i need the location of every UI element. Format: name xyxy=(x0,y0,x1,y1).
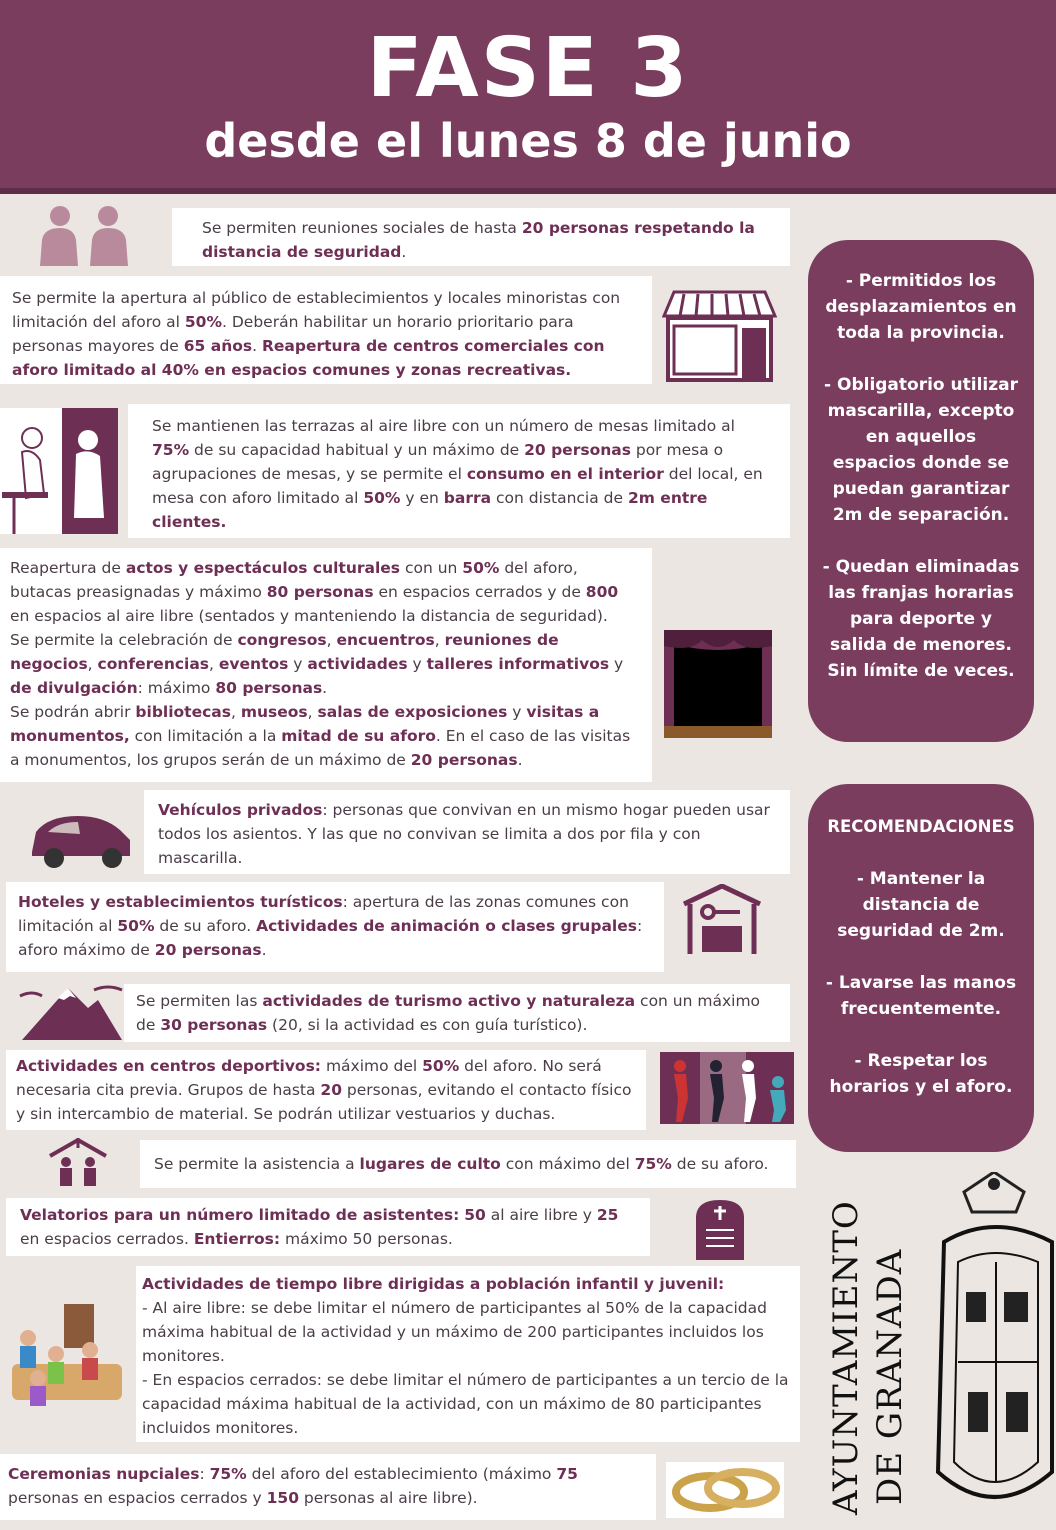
text: del aforo, butacas preasignadas y máximo xyxy=(10,559,578,601)
header-banner xyxy=(0,0,1056,194)
highlight: actividades xyxy=(307,655,408,673)
sidebar-item: - Quedan eliminadas las franjas horarias para deporte y salida de menores. Sin límite de veces. xyxy=(822,557,1020,681)
text: del local, en mesa con aforo limitado al xyxy=(152,465,763,507)
highlight: reuniones de negocios xyxy=(10,631,559,673)
text: personas, evitando el contacto físico y sin intercambio de material. Se podrán utilizar vestuarios y duchas. xyxy=(16,1081,632,1123)
text: de su aforo. xyxy=(154,917,257,935)
people-talking-icon xyxy=(30,204,138,266)
text: . En el caso de las visitas a monumentos, los grupos serán de un máximo de xyxy=(10,727,631,769)
highlight: 800 xyxy=(585,583,619,601)
highlight: de divulgación xyxy=(10,679,138,697)
hotel-key-icon xyxy=(682,884,762,956)
sports-icon xyxy=(660,1052,794,1124)
text: : personas que convivan en un mismo hogar pueden usar todos los asientos. Y las que no convivan se limita a dos por fila y con mascarilla. xyxy=(158,801,770,867)
highlight: 75% xyxy=(209,1465,247,1483)
info-box-cultura xyxy=(0,548,652,782)
car-icon xyxy=(28,800,136,872)
highlight: Actividades en centros deportivos: xyxy=(16,1057,322,1075)
text: (20, si la actividad es con guía turístico). xyxy=(267,1016,588,1034)
highlight: 20 personas xyxy=(410,751,518,769)
text: máximo 50 personas. xyxy=(280,1230,453,1248)
text: . xyxy=(401,243,407,261)
highlight: 80 personas xyxy=(266,583,374,601)
highlight: 20 personas xyxy=(154,941,262,959)
highlight: Reapertura de centros comerciales con aforo limitado al 40% en espacios comunes y zonas recreativas. xyxy=(12,337,605,379)
sidebar-measures-panel xyxy=(808,240,1034,742)
highlight: 50% xyxy=(363,489,401,507)
text: personas al aire libre). xyxy=(299,1489,478,1507)
coat-of-arms-icon xyxy=(924,1172,1056,1522)
text: Se podrán abrir xyxy=(10,703,136,721)
highlight: 20 xyxy=(320,1081,342,1099)
info-box-culto xyxy=(140,1140,796,1188)
highlight: 50% xyxy=(184,313,222,331)
text: . Deberán habilitar un horario prioritario para personas mayores de xyxy=(12,313,574,355)
highlight: encuentros xyxy=(336,631,435,649)
text: del aforo. No será necesaria cita previa. Grupos de hasta xyxy=(16,1057,602,1099)
tombstone-icon xyxy=(694,1198,746,1260)
bar-terrace-icon xyxy=(0,408,118,534)
sidebar-item: - Obligatorio utilizar mascarilla, excepto en aquellos espacios donde se puedan garantizar 2m de separación. xyxy=(824,375,1018,525)
text: con un xyxy=(400,559,463,577)
text: : apertura de las zonas comunes con limitación al xyxy=(18,893,629,935)
list-item: - Al aire libre: se debe limitar el número de participantes al 50% de la capacidad máxima habitual de la actividad y un máximo de 200 participantes incluidos los monitores. xyxy=(142,1299,767,1365)
text: . xyxy=(517,751,523,769)
page-title: FASE 3 xyxy=(366,21,690,116)
highlight: 20 personas xyxy=(524,441,631,459)
info-box-reuniones xyxy=(172,208,790,266)
highlight: 50% xyxy=(117,917,155,935)
highlight: talleres informativos xyxy=(426,655,610,673)
children-playing-icon xyxy=(4,1298,128,1408)
text: con máximo del xyxy=(500,1155,635,1173)
text: en espacios cerrados. xyxy=(20,1230,194,1248)
text: , xyxy=(326,631,337,649)
highlight: Actividades de animación o clases grupales xyxy=(256,917,637,935)
highlight: visitas a monumentos, xyxy=(10,703,600,745)
info-box-terrazas xyxy=(128,404,790,538)
text: , xyxy=(434,631,445,649)
recommendations-panel xyxy=(808,784,1034,1152)
text: por mesa o agrupaciones de mesas, y se permite el xyxy=(152,441,724,483)
highlight: 75% xyxy=(634,1155,672,1173)
text: máximo del xyxy=(321,1057,423,1075)
highlight: Velatorios para un número limitado de asistentes: xyxy=(20,1206,460,1224)
text: . xyxy=(261,941,267,959)
text: y xyxy=(407,655,427,673)
highlight: 75% xyxy=(152,441,190,459)
text: de su aforo. xyxy=(671,1155,769,1173)
text: Se permiten las xyxy=(136,992,263,1010)
highlight: bibliotecas xyxy=(135,703,231,721)
text: personas en espacios cerrados y xyxy=(8,1489,267,1507)
theater-stage-icon xyxy=(664,630,772,738)
logo-text-line2: DE GRANADA xyxy=(870,1248,910,1505)
highlight: 80 personas xyxy=(215,679,323,697)
info-box-vehiculos xyxy=(144,790,790,874)
logo-text-line1: AYUNTAMIENTO xyxy=(826,1200,866,1515)
text: y xyxy=(609,655,624,673)
text: : máximo xyxy=(137,679,216,697)
highlight: consumo en el interior xyxy=(466,465,664,483)
text: en espacios cerrados y de xyxy=(373,583,586,601)
text: , xyxy=(209,655,219,673)
highlight: salas de exposiciones xyxy=(317,703,508,721)
recommendation-item: - Mantener la distancia de seguridad de 2m. xyxy=(837,869,1005,941)
highlight: museos xyxy=(240,703,308,721)
wedding-rings-icon xyxy=(666,1462,784,1518)
highlight: Entierros: xyxy=(193,1230,281,1248)
info-box-turismo xyxy=(124,984,790,1042)
highlight: barra xyxy=(443,489,492,507)
highlight: conferencias xyxy=(97,655,210,673)
highlight: lugares de culto xyxy=(359,1155,501,1173)
mountain-icon xyxy=(18,982,126,1040)
highlight: congresos xyxy=(237,631,327,649)
page-subtitle: desde el lunes 8 de junio xyxy=(204,114,852,168)
text: y xyxy=(507,703,527,721)
info-box-nupciales xyxy=(0,1454,656,1520)
info-box-comercio xyxy=(0,276,652,384)
info-box-velatorios xyxy=(6,1198,650,1256)
text: Se permite la celebración de xyxy=(10,631,238,649)
highlight: Vehículos privados xyxy=(158,801,323,819)
highlight: eventos xyxy=(218,655,289,673)
text: Se permiten reuniones sociales de hasta xyxy=(202,219,522,237)
info-box-infantil xyxy=(136,1266,800,1442)
highlight: 2m entre clientes. xyxy=(152,489,708,531)
text: Reapertura de xyxy=(10,559,126,577)
sidebar-item: - Permitidos los desplazamientos en toda la provincia. xyxy=(825,271,1017,343)
highlight: 50 xyxy=(464,1206,486,1224)
highlight: 75 xyxy=(556,1465,578,1483)
highlight: 20 personas respetando la distancia de seguridad xyxy=(202,219,755,261)
recommendation-item: - Lavarse las manos frecuentemente. xyxy=(825,973,1017,1019)
recommendations-title: RECOMENDACIONES xyxy=(827,817,1015,836)
highlight: Hoteles y establecimientos turísticos xyxy=(18,893,343,911)
text: , xyxy=(307,703,318,721)
church-people-icon xyxy=(48,1138,108,1186)
highlight: mitad de su aforo xyxy=(281,727,436,745)
text: con un máximo de xyxy=(136,992,761,1034)
text: : xyxy=(199,1465,210,1483)
highlight: 150 xyxy=(266,1489,299,1507)
highlight: 50% xyxy=(462,559,500,577)
highlight: 50% xyxy=(422,1057,460,1075)
list-item: - En espacios cerrados: se debe limitar el número de participantes a un tercio de la capacidad máxima habitual de la actividad, con un máximo de 80 participantes incluidos monitores. xyxy=(142,1371,789,1437)
text: Se permite la asistencia a xyxy=(154,1155,360,1173)
text: de su capacidad habitual y un máximo de xyxy=(189,441,525,459)
text: : aforo máximo de xyxy=(18,917,643,959)
highlight: actos y espectáculos culturales xyxy=(125,559,401,577)
info-box-deportes xyxy=(6,1050,646,1130)
recommendation-item: - Respetar los horarios y el aforo. xyxy=(829,1051,1013,1097)
text: con distancia de xyxy=(491,489,628,507)
text: y xyxy=(288,655,308,673)
text: . xyxy=(252,337,262,355)
text: al aire libre y xyxy=(485,1206,597,1224)
text: y en xyxy=(400,489,444,507)
highlight: 65 años xyxy=(183,337,253,355)
text: en espacios al aire libre (sentados y manteniendo la distancia de seguridad). xyxy=(10,607,608,625)
text: , xyxy=(230,703,241,721)
text: . xyxy=(322,679,328,697)
highlight: 25 xyxy=(596,1206,619,1224)
text: con limitación a la xyxy=(129,727,282,745)
highlight: Actividades de tiempo libre dirigidas a población infantil y juvenil: xyxy=(142,1275,725,1293)
info-box-hoteles xyxy=(6,882,664,972)
highlight: actividades de turismo activo y naturaleza xyxy=(262,992,636,1010)
text: Se mantienen las terrazas al aire libre con un número de mesas limitado al xyxy=(152,417,735,435)
highlight: Ceremonias nupciales xyxy=(8,1465,200,1483)
text: Se permite la apertura al público de establecimientos y locales minoristas con limitación del aforo al xyxy=(12,289,621,331)
highlight: 30 personas xyxy=(160,1016,268,1034)
text: del aforo del establecimiento (máximo xyxy=(246,1465,557,1483)
shop-icon xyxy=(662,288,777,383)
text: , xyxy=(87,655,98,673)
